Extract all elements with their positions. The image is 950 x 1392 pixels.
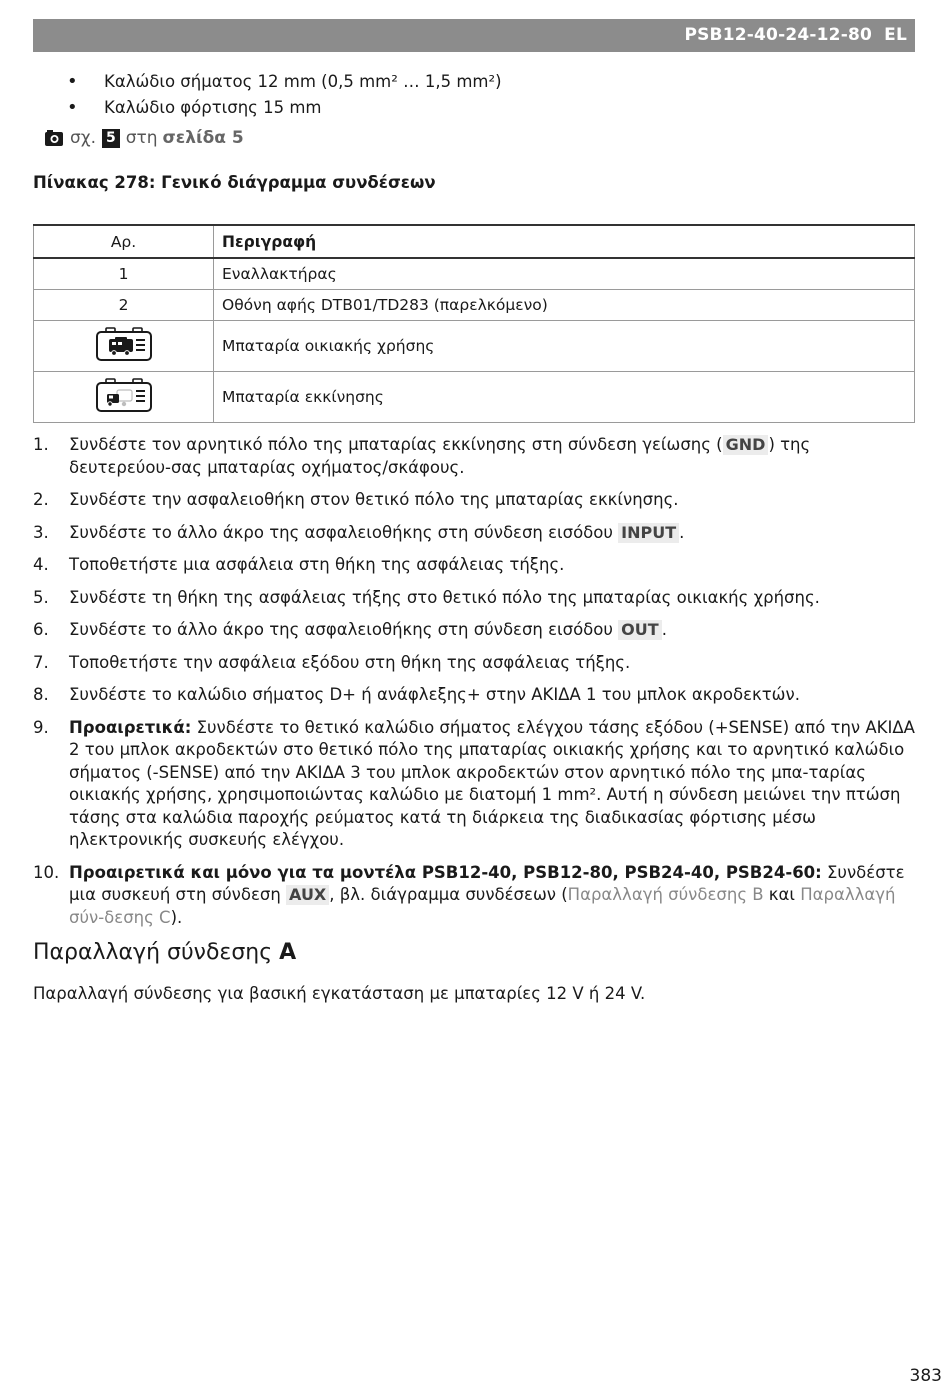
table-row [34,372,915,423]
column-header: Περιγραφή [214,225,915,258]
variant-b-link[interactable]: Παραλλαγή σύνδεσης B [567,885,764,904]
step-item [33,619,915,642]
figure-prefix: σχ. [70,128,96,148]
step-text: και [763,885,801,904]
step-item [33,489,915,512]
step-text: , βλ. διάγραμμα συνδέσεων ( [329,885,568,904]
step-text: Συνδέστε τον αρνητικό πόλο της μπαταρίας εκκίνησης στη σύνδεση γείωσης ( [69,435,723,454]
step-number: 10. [33,862,60,882]
terminal-label: AUX [286,885,329,905]
step-item [33,554,915,577]
row-number: 1 [34,258,214,290]
step-number: 1. [33,435,49,454]
language-code: EL [884,25,907,45]
step-text: . [679,522,685,542]
step-text: Συνδέστε το καλώδιο σήματος D+ ή ανάφλεξης+ στην ΑΚΙΔΑ 1 του μπλοκ ακροδεκτών. [69,685,800,704]
step-number: 3. [33,522,49,542]
figure-reference[interactable] [44,126,244,150]
step-item [33,434,915,479]
step-text: ) της δευτερεύου-σας μπαταρίας οχήματος/σκάφους. [69,435,811,477]
step-text: Συνδέστε το θετικό καλώδιο σήματος ελέγχου τάσης εξόδου (+SENSE) από την ΑΚΙΔΑ 2 του μπλοκ ακροδεκτών στο θετικό πόλο της μπαταρίας οικιακής χρήσης και το αρνητικό καλώδιο σήματος (-SENSE) από την ΑΚΙΔΑ 3 του μπλοκ ακροδεκτών στον αρνητικό πόλο της μπα-ταρίας οικιακής χρήσης, χρησιμοποιώντας καλώδιο με διατομή 1 mm². Αυτή η σύνδεση μειώνει την πτώση τάσης στα καλώδια παροχής ρεύματος κατά τη διάρκεια της διαδικασίας φόρτισης μέσω ηλεκτρονικής συσκευής ελέγχου. [69,717,915,849]
step-item [33,862,915,930]
step-number: 5. [33,587,49,607]
step-text: Τοποθετήστε την ασφάλεια εξόδου στη θήκη της ασφάλειας τήξης. [69,652,631,672]
step-text: ). [170,907,183,927]
section-heading [33,940,296,965]
header-bar [33,19,915,52]
section-text: Παραλλαγή σύνδεσης για βασική εγκατάσταση με μπαταρίες 12 V ή 24 V. [33,984,646,1003]
row-description: Οθόνη αφής DTB01/TD283 (παρελκόμενο) [214,290,915,321]
row-description: Εναλλακτήρας [214,258,915,290]
step-text: Τοποθετήστε μια ασφάλεια στη θήκη της ασφάλειας τήξης. [69,555,565,574]
document-title [684,25,907,45]
step-item [33,684,915,707]
list-item: • Καλώδιο φόρτισης 15 mm [60,95,502,121]
terminal-label: INPUT [618,523,679,543]
step-text: Συνδέστε μια συσκευή στη σύνδεση [69,862,905,904]
step-text: Συνδέστε το άλλο άκρο της ασφαλειοθήκης στη σύνδεση εισόδου [69,522,619,542]
step-number: 4. [33,555,49,574]
terminal-label: OUT [618,620,662,640]
model-name: PSB12-40-24-12-80 [684,25,873,45]
row-number: 2 [34,290,214,321]
installation-steps [33,434,915,939]
camera-icon [44,129,64,147]
step-number: 7. [33,652,49,672]
starter-battery-icon [34,372,214,423]
column-header: Αρ. [34,225,214,258]
step-text: Συνδέστε τη θήκη της ασφάλειας τήξης στο θετικό πόλο της μπαταρίας οικιακής χρήσης. [69,587,820,607]
step-emphasis: Προαιρετικά και μόνο για τα μοντέλα PSB12-40, PSB12-80, PSB24-40, PSB24-60: [69,862,822,882]
cable-list [60,69,502,121]
table-row [34,290,915,321]
connection-table [33,224,915,423]
list-item: • Καλώδιο σήματος 12 mm (0,5 mm² … 1,5 mm²) [60,69,502,95]
page-number: 383 [909,1366,942,1386]
step-emphasis: Προαιρετικά: [69,717,192,737]
service-battery-icon [34,321,214,372]
table-caption: Πίνακας 278: Γενικό διάγραμμα συνδέσεων [33,173,436,192]
step-item [33,587,915,610]
variant-c-link[interactable]: Παραλλαγή σύν-δεσης C [69,885,896,927]
step-item [33,652,915,675]
step-item [33,522,915,545]
figure-connector: στη [125,128,158,148]
step-text: Συνδέστε την ασφαλειοθήκη στον θετικό πόλο της μπαταρίας εκκίνησης. [69,490,679,509]
step-number: 9. [33,717,49,737]
table-row [34,321,915,372]
step-text: . [661,620,667,639]
section-heading-letter: A [279,940,297,965]
figure-number: 5 [102,129,120,148]
table-header-row [34,225,915,258]
section-heading-text: Παραλλαγή σύνδεσης [33,940,273,965]
step-item [33,717,915,852]
step-text: Συνδέστε το άλλο άκρο της ασφαλειοθήκης στη σύνδεση εισόδου [69,620,619,639]
terminal-label: GND [723,435,769,455]
step-number: 2. [33,490,49,509]
step-number: 6. [33,620,49,639]
table-row [34,258,915,290]
figure-page-link[interactable]: σελίδα 5 [162,128,244,148]
row-description: Μπαταρία εκκίνησης [214,372,915,423]
step-number: 8. [33,685,49,704]
row-description: Μπαταρία οικιακής χρήσης [214,321,915,372]
